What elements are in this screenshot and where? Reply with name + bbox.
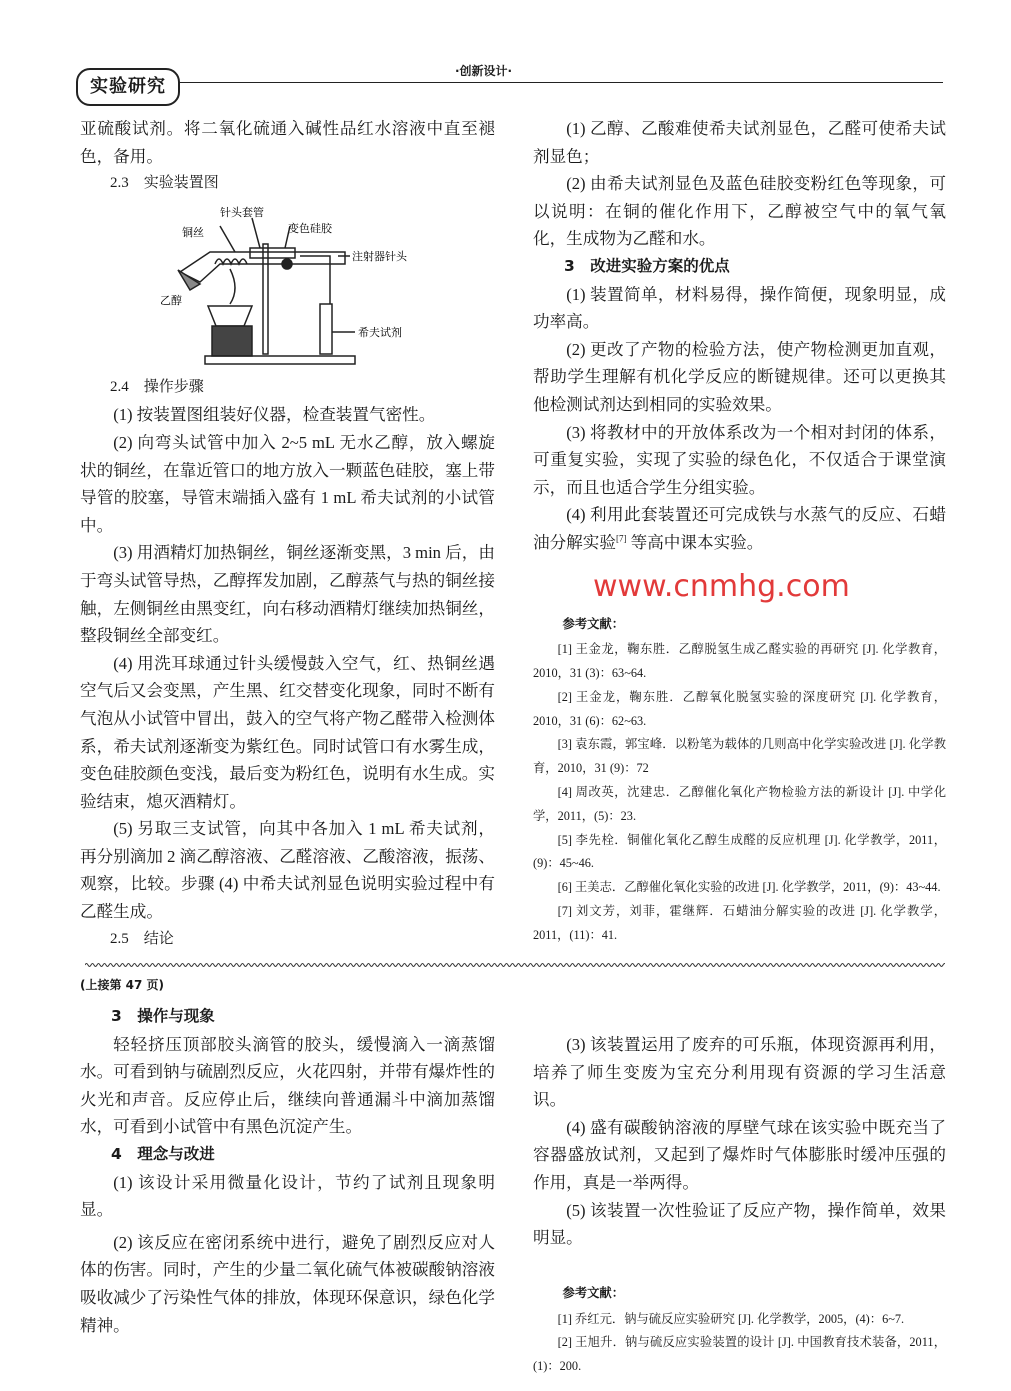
idea-item: (1) 该设计采用微量化设计，节约了试剂且现象明显。 [80,1172,495,1220]
idea-item: (2) 该反应在密闭系统中进行，避免了剧烈反应对人体的伤害。同时，产生的少量二氧化硫气体被碳酸钠溶液吸收减少了污染性气体的排放，体现环保意识，绿色化学精神。 [80,1232,495,1335]
reference: [5] 李先栓．铜催化氧化乙醇生成醛的反应机理 [J]. 化学教学，2011，(9)：45~46. [533,832,946,871]
reference: [2] 王金龙，鞠东胜．乙醇氧化脱氢实验的深度研究 [J]. 化学教育，2010，31 (6)：62~63. [533,689,946,728]
step: (4) 用洗耳球通过针头缓慢鼓入空气，红、热铜丝遇空气后又会变黑，产生黑、红交替变化现象，同时不断有气泡从小试管中冒出，鼓入的空气将产物乙醛带入检测体系，希夫试剂逐渐变为紫红色。同时试管口有水雾生成，变色硅胶颜色变浅，最后变为粉红色，说明有水生成。实验结束，熄灭酒精灯。 [80,653,495,811]
citation: [7] [615,533,627,544]
advantage-item: (3) 将教材中的开放体系改为一个相对封闭的体系，可重复实验，实现了实验的绿色化，不仅适合于课堂演示，而且也适合学生分组实验。 [533,422,946,497]
apparatus-figure [160,204,420,368]
label-schiff-reagent: 希夫试剂 [358,325,402,339]
advantage-item: (1) 装置简单，材料易得，操作简便，现象明显，成功率高。 [533,284,946,332]
references [533,613,946,948]
reference: [7] 刘文芳，刘菲，霍继辉．石蜡油分解实验的改进 [J]. 化学教学，2011，(11)：41. [533,904,946,942]
text: (4) 利用此套装置还可完成铁与水蒸气的反应、石蜡油分解实验 [533,505,946,552]
reference: [1] 王金龙，鞠东胜．乙醇脱氢生成乙醛实验的再研究 [J]. 化学教育，2010，31 (3)：63~64. [533,642,946,681]
step: (2) 向弯头试管中加入 2~5 mL 无水乙醇，放入螺旋状的铜丝，在靠近管口的地方放入一颗蓝色硅胶，塞上带导管的胶塞，导管末端插入盛有 1 mL 希夫试剂的小试管中。 [80,432,495,535]
reference: [3] 袁东霞，郭宝峰．以粉笔为载体的几则高中化学实验改进 [J]. 化学教育，2010，31 (9)：72 [533,737,946,776]
watermark: www.cnmhg.com [593,568,850,604]
references-title: 参考文献： [562,616,625,631]
continued-note: (上接第 47 页) [80,978,165,992]
reference: [1] 乔红元．钠与硫反应实验研究 [J]. 化学教学，2005，(4)：6~7. [557,1311,905,1326]
column-badge: 实验研究 [76,68,180,106]
reference: [2] 王旭升．钠与硫反应实验装置的设计 [J]. 中国教育技术装备，2011，(1)：200. [533,1335,946,1374]
step: (5) 另取三支试管，向其中各加入 1 mL 希夫试剂，再分别滴加 2 滴乙醇溶液、乙醛溶液、乙酸溶液，振荡、观察，比较。步骤 (4) 中希夫试剂显色说明实验过程中有乙醛生成。 [80,819,495,922]
left-column-bottom [80,1003,495,1339]
step: (3) 用酒精灯加热铜丝，铜丝逐渐变黑，3 min 后，由于弯头试管导热，乙醇挥发加剧，乙醇蒸气与热的铜丝接触，左侧铜丝由黑变红，向右移动酒精灯继续加热铜丝，整段铜丝全部变红。 [80,543,495,646]
heading-3: 3 操作与现象 [111,1007,215,1025]
conclusion-item: (1) 乙醇、乙酸难使希夫试剂显色，乙醛可使希夫试剂显色； [533,119,946,166]
label-needle-sleeve: 针头套管 [220,205,264,219]
advantage-item: (2) 更改了产物的检验方法，使产物检测更加直观，帮助学生理解有机化学反应的断键规律。还可以更换其他检测试剂达到相同的实验效果。 [533,339,946,414]
right-column-top [533,115,946,948]
right-column-bottom [533,1031,946,1379]
header-rule [178,82,943,83]
references-title: 参考文献： [562,1285,625,1300]
references [533,1282,946,1379]
heading-2-4: 2.4 操作步骤 [110,378,204,395]
heading-4: 4 理念与改进 [111,1144,215,1163]
reference: [4] 周改英，沈建忠．乙醇催化氧化产物检验方法的新设计 [J]. 中学化学，2011，(5)：23. [533,785,946,823]
text: 等高中课本实验。 [626,532,764,552]
reference: [6] 王美志．乙醇催化氧化实验的改进 [J]. 化学教学，2011，(9)：43~44. [557,880,941,895]
label-ethanol: 乙醇 [160,293,182,307]
advantage-item [533,501,946,556]
conclusion-item: (2) 由希夫试剂显色及蓝色硅胶变粉红色等现象，可以说明：在铜的催化作用下，乙醇被空气中的氧气氧化，生成物为乙醛和水。 [533,174,946,249]
wavy-divider [85,961,945,969]
idea-item: (3) 该装置运用了废弃的可乐瓶，体现资源再利用，培养了师生变废为宝充分利用现有资源的学习生活意识。 [533,1035,946,1110]
label-silica-gel: 变色硅胶 [288,221,332,235]
idea-item: (4) 盛有碳酸钠溶液的厚壁气球在该实验中既充当了容器盛放试剂，又起到了爆炸时气体膨胀时缓冲压强的作用，真是一举两得。 [533,1117,946,1192]
section-label: ·创新设计· [455,64,513,78]
label-syringe-needle: 注射器针头 [352,249,407,263]
heading-2-5: 2.5 结论 [110,930,174,947]
paragraph: 轻轻挤压顶部胶头滴管的胶头，缓慢滴入一滴蒸馏水。可看到钠与硫剧烈反应，火花四射，并带有爆炸性的火光和声音。反应停止后，继续向普通漏斗中滴加蒸馏水，可看到小试管中有黑色沉淀产生。 [80,1034,495,1137]
paragraph: 亚硫酸试剂。将二氧化硫通入碱性品红水溶液中直至褪色，备用。 [80,119,495,166]
idea-item: (5) 该装置一次性验证了反应产物，操作简单，效果明显。 [533,1200,946,1248]
heading-3: 3 改进实验方案的优点 [564,256,730,275]
label-copper-wire: 铜丝 [182,225,204,239]
step: (1) 按装置图组装好仪器，检查装置气密性。 [113,405,436,425]
left-column-top [80,115,495,953]
heading-2-3: 2.3 实验装置图 [110,175,219,192]
